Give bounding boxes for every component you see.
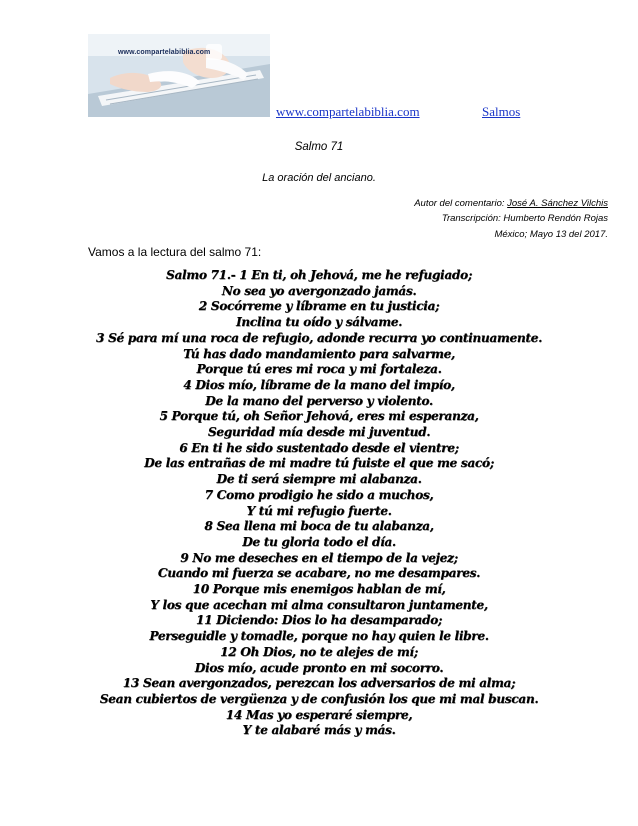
verse-line: De la mano del perverso y violento. [205,393,433,408]
verse-line: Cuando mi fuerza se acabare, no me desampares. [157,566,481,581]
section-link-salmos[interactable]: Salmos [482,104,521,119]
header-logo-image [88,34,270,117]
verse-line: 9 No me deseches en el tiempo de la vejez; [180,550,458,565]
verse-line: 14 Mas yo esperaré siempre, [225,707,413,722]
verse-line: Inclina tu oído y sálvame. [235,315,403,330]
document-subtitle: La oración del anciano. [262,172,376,184]
verse-line: Dios mío, acude pronto en mi socorro. [194,660,444,675]
verse-line: Seguridad mía desde mi juventud. [207,425,431,440]
verse-line: 8 Sea llena mi boca de tu alabanza, [204,519,434,534]
verse-line: Porque tú eres mi roca y mi fortaleza. [196,362,442,377]
verse-line: 3 Sé para mí una roca de refugio, adonde recurra yo continuamente. [96,330,542,345]
psalm-text [0,268,638,739]
site-link[interactable]: www.compartelabiblia.com [276,104,420,119]
verse-line: No sea yo avergonzado jamás. [221,283,417,298]
verse-line: Salmo 71.- 1 En ti, oh Jehová, me he refugiado; [166,268,472,282]
verse-line: 5 Porque tú, oh Señor Jehová, eres mi esperanza, [159,409,479,424]
verse-line: 7 Como prodigio he sido a muchos, [204,487,434,502]
verse-line: De ti será siempre mi alabanza. [216,472,422,487]
logo-text: www.compartelabiblia.com [118,49,211,56]
author-label: Autor del comentario: [414,198,508,209]
hands-typing-on-keyboard-image [88,34,270,117]
verse-line: 12 Oh Dios, no te alejes de mí; [220,644,418,659]
transcription-line: Transcripción: Humberto Rendón Rojas [441,213,608,224]
verse-line: 6 En ti he sido sustentado desde el vientre; [179,440,459,455]
verse-line: 13 Sean avergonzados, perezcan los adversarios de mi alma; [122,676,516,691]
verse-line: Y los que acechan mi alma consultaron juntamente, [150,597,488,612]
verse-line: De tu gloria todo el día. [242,534,396,549]
verse-line: 4 Dios mío, líbrame de la mano del impío, [183,377,455,392]
document-title: Salmo 71 [294,141,344,153]
verse-line: Y tú mi refugio fuerte. [246,503,392,518]
verse-line: Y te alabaré más y más. [242,723,396,738]
verse-line: 2 Socórreme y líbrame en tu justicia; [198,299,440,314]
verse-line: Sean cubiertos de vergüenza y de confusión los que mi mal buscan. [99,691,539,706]
date-line: México; Mayo 13 del 2017. [494,229,608,240]
author-line [414,198,608,209]
verse-line: De las entrañas de mi madre tú fuiste el que me sacó; [144,456,494,471]
verse-line: Tú has dado mandamiento para salvarme, [183,346,455,361]
author-name: José A. Sánchez Vilchis [507,198,608,209]
intro-text: Vamos a la lectura del salmo 71: [88,245,262,259]
verse-line: Perseguidle y tomadle, porque no hay quien le libre. [149,629,489,644]
verse-line: 10 Porque mis enemigos hablan de mí, [192,582,446,597]
verse-line: 11 Diciendo: Dios lo ha desamparado; [195,613,443,628]
